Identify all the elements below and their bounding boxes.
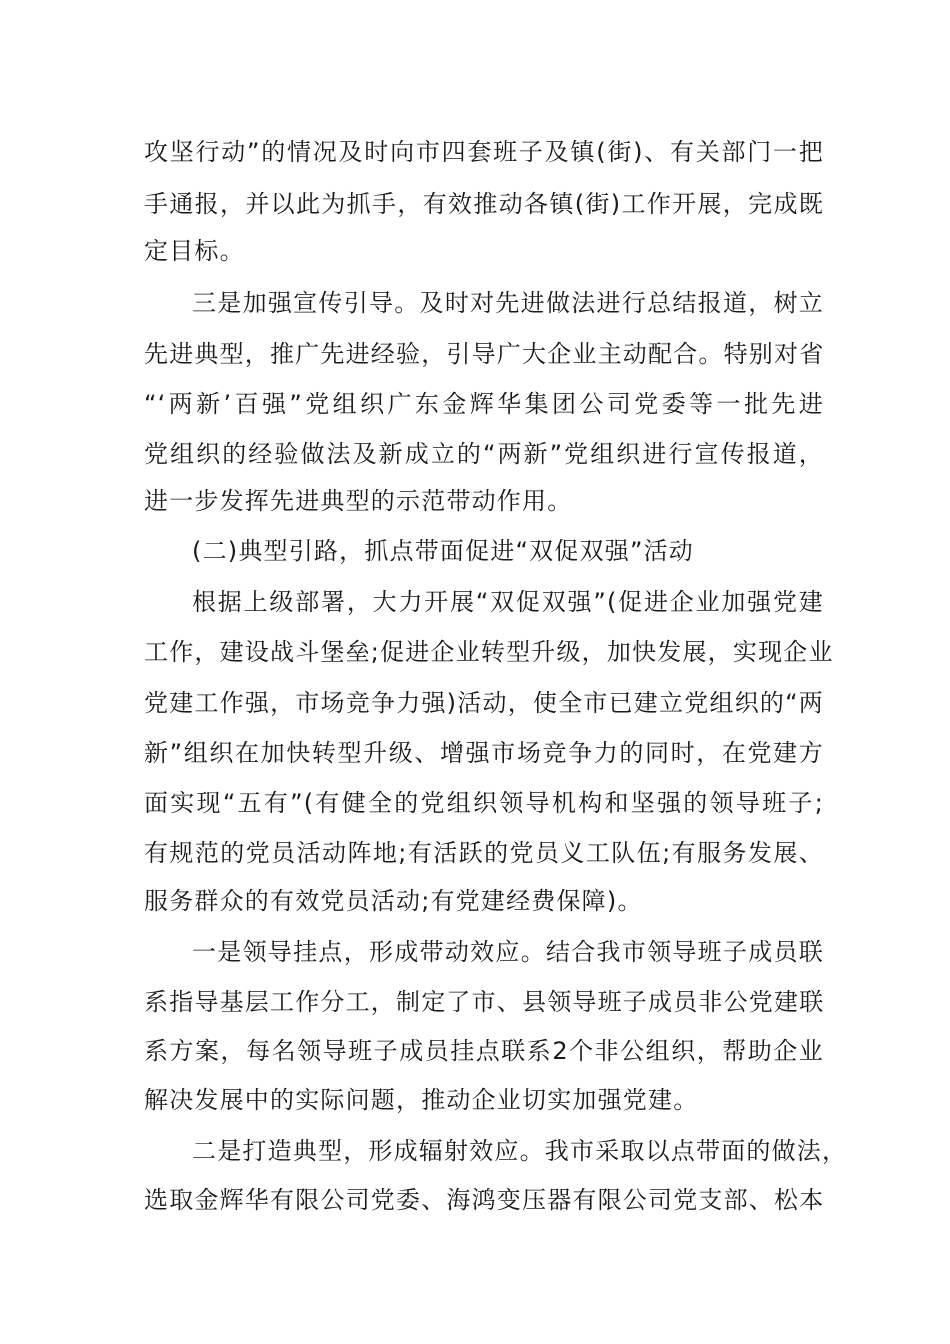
paragraph-line: 定目标。 (144, 237, 245, 265)
paragraph-line: 二是打造典型，形成辐射效应。我市采取以点带面的做法， (192, 1137, 848, 1165)
paragraph-line: 先进典型，推广先进经验，引导广大企业主动配合。特别对省 (144, 340, 825, 368)
paragraph-line: 服务群众的有效党员活动;有党建经费保障)。 (144, 887, 643, 915)
paragraph-line: 有规范的党员活动阵地;有活跃的党员义工队伍;有服务发展、 (144, 839, 824, 867)
paragraph-line: 一是领导挂点，形成带动效应。结合我市领导班子成员联 (192, 938, 824, 966)
paragraph-line: 攻坚行动”的情况及时向市四套班子及镇(街)、有关部门一把 (144, 138, 824, 166)
paragraph-line: 工作，建设战斗堡垒;促进企业转型升级，加快发展，实现企业 (144, 638, 834, 666)
paragraph-line: 解决发展中的实际问题，推动企业切实加强党建。 (144, 1086, 699, 1114)
section-heading: (二)典型引路，抓点带面促进“双促双强”活动 (192, 537, 694, 565)
paragraph-line: 进一步发挥先进典型的示范带动作用。 (144, 487, 573, 515)
paragraph-line: 系指导基层工作分工，制定了市、县领导班子成员非公党建联 (144, 988, 825, 1016)
paragraph-line: 三是加强宣传引导。及时对先进做法进行总结报道，树立 (192, 289, 824, 317)
paragraph-line: 根据上级部署，大力开展“双促双强”(促进企业加强党建 (192, 588, 824, 616)
paragraph-line: 新”组织在加快转型升级、增强市场竞争力的同时，在党建方 (144, 739, 824, 767)
paragraph-line: 党组织的经验做法及新成立的“两新”党组织进行宣传报道， (144, 440, 824, 468)
paragraph-line: 党建工作强，市场竞争力强)活动，使全市已建立党组织的“两 (144, 689, 824, 717)
paragraph-line: “‘两新’百强”党组织广东金辉华集团公司党委等一批先进 (144, 390, 824, 418)
paragraph-line: 选取金辉华有限公司党委、海鸿变压器有限公司党支部、松本 (144, 1186, 825, 1214)
paragraph-line: 系方案，每名领导班子成员挂点联系2个非公组织，帮助企业 (144, 1037, 824, 1065)
paragraph-line: 面实现“五有”(有健全的党组织领导机构和坚强的领导班子; (144, 789, 824, 817)
paragraph-line: 手通报，并以此为抓手，有效推动各镇(街)工作开展，完成既 (144, 190, 824, 218)
